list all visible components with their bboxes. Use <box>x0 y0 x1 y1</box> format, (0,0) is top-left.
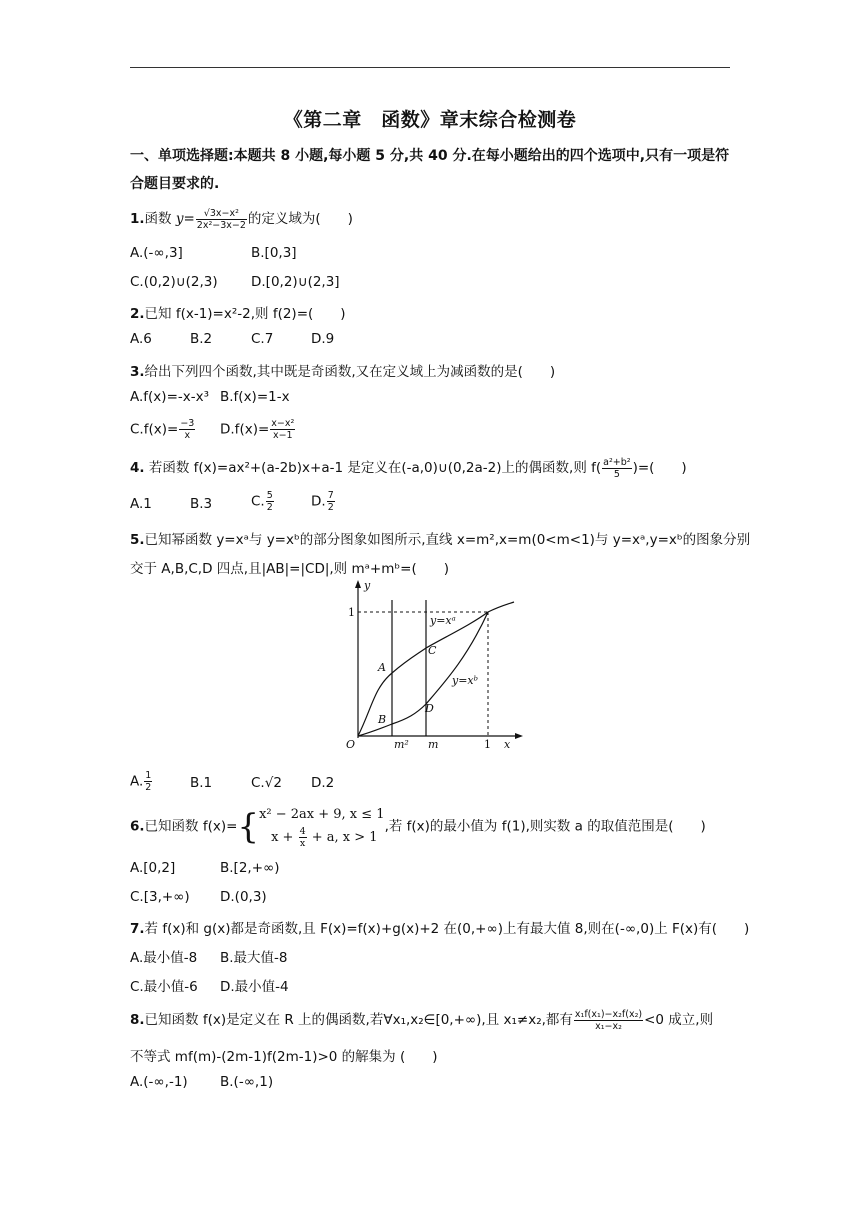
fraction: $\frac{\text{x−x²}}{x-1}$ <box>271 418 295 441</box>
question-6: 6.已知函数 f(x)={ x² − 2ax + 9, x ≤ 1 x + $\frac{4}{x}$ + a, x > 1 ,若 f(x)的最小值为 f(1),则实数 a 的取值范围是( ) <box>130 804 706 849</box>
option-d: D.[0,2)∪(2,3] <box>251 274 340 290</box>
fraction: $\frac{5}{2}$ <box>266 490 273 513</box>
question-4: 4. 若函数 f(x)=ax²+(a-2b)x+a-1 是定义在(-a,0)∪(0,2a-2)上的偶函数,则 f( $\frac{\text{a²+b²}}{5}$ )=( ) <box>130 456 687 480</box>
option-c: C.[3,+∞) <box>130 889 190 905</box>
piecewise-cases: x² − 2ax + 9, x ≤ 1 x + $\frac{4}{x}$ + a, x > 1 <box>259 807 385 849</box>
point-d-label: D <box>425 702 434 715</box>
y-axis-arrow <box>355 580 361 588</box>
option-a: A.(-∞,3] <box>130 245 183 261</box>
option-b: B.2 <box>190 331 213 347</box>
option-d: D.最小值-4 <box>220 979 289 995</box>
question-number: 3. <box>130 364 145 380</box>
m2-label: m² <box>394 738 409 751</box>
question-number: 1. <box>130 211 145 227</box>
option-b: B.1 <box>190 775 213 791</box>
section-heading: 一、单项选择题:本题共 8 小题,每小题 5 分,共 40 分.在每小题给出的四个选项中,只有一项是符合题目要求的. <box>130 148 730 192</box>
origin-label: O <box>346 738 356 751</box>
x-axis-arrow <box>515 733 523 739</box>
y-one-label: 1 <box>348 606 355 619</box>
x-one-label: 1 <box>484 738 491 751</box>
option-b: B.[2,+∞) <box>220 860 280 876</box>
question-2: 2.已知 f(x-1)=x²-2,则 f(2)=( ) <box>130 306 346 322</box>
option-a: A.f(x)=-x-x³ <box>130 389 210 405</box>
question-number: 4. <box>130 460 145 476</box>
point-b-label: B <box>378 713 387 726</box>
fraction: $\frac{1}{2}$ <box>145 770 152 793</box>
question-8: 8.已知函数 f(x)是定义在 R 上的偶函数,若∀x₁,x₂∈[0,+∞),且 x₁≠x₂,都有 $\frac{\text{x₁f(x₁)−x₂f(x₂)}}{\text{x₁−x₂}}$ <0 成立,则 <box>130 1008 714 1032</box>
x-axis-label: x <box>504 738 511 751</box>
option-d: D. $\frac{7}{2}$ <box>311 490 334 513</box>
option-c: C.f(x)= $\frac{-3}{x}$ <box>130 418 195 441</box>
question-5-line2: 交于 A,B,C,D 四点,且|AB|=|CD|,则 mᵃ+mᵇ=( ) <box>130 561 449 577</box>
option-b: B.3 <box>190 496 213 512</box>
question-number: 2. <box>130 306 145 322</box>
m-label: m <box>428 738 439 751</box>
piecewise-brace: { <box>237 806 260 847</box>
y-axis-label: y <box>364 579 371 592</box>
question-7: 7.若 f(x)和 g(x)都是奇函数,且 F(x)=f(x)+g(x)+2 在(0,+∞)上有最大值 8,则在(-∞,0)上 F(x)有( ) <box>130 921 750 937</box>
question-number: 7. <box>130 921 145 937</box>
option-c: C. $\frac{5}{2}$ <box>251 490 273 513</box>
option-a: A.最小值-8 <box>130 950 198 966</box>
option-d: D.f(x)= $\frac{\text{x−x²}}{x-1}$ <box>220 418 295 441</box>
fraction: $\frac{\text{√3x−x²}}{\text{2x²−3x−2}}$ <box>196 207 246 231</box>
question-number: 8. <box>130 1012 145 1028</box>
point-c-label: C <box>428 644 437 657</box>
option-a: A.[0,2] <box>130 860 176 876</box>
top-rule <box>130 67 730 68</box>
fraction: $\frac{4}{x}$ <box>299 826 306 849</box>
page-title: 《第二章 函数》章末综合检测卷 <box>283 109 577 131</box>
curve-a-label: y=xᵃ <box>430 614 456 627</box>
fraction: $\frac{\text{a²+b²}}{5}$ <box>603 456 631 480</box>
question-3: 3.给出下列四个函数,其中既是奇函数,又在定义域上为减函数的是( ) <box>130 364 556 380</box>
option-a: A.(-∞,-1) <box>130 1074 188 1090</box>
fraction: $\frac{7}{2}$ <box>327 490 334 513</box>
question-1: 1.函数 y= $\frac{\text{√3x−x²}}{\text{2x²−3x−2}}$ 的定义域为( ) <box>130 207 353 231</box>
option-d: D.2 <box>311 775 335 791</box>
option-c: C.7 <box>251 331 274 347</box>
option-b: B.[0,3] <box>251 245 297 261</box>
fraction: $\frac{\text{x₁f(x₁)−x₂f(x₂)}}{\text{x₁−x₂}}$ <box>574 1008 643 1032</box>
option-a: A.6 <box>130 331 152 347</box>
option-d: D.9 <box>311 331 335 347</box>
option-c: C.(0,2)∪(2,3) <box>130 274 218 290</box>
question-8-line2: 不等式 mf(m)-(2m-1)f(2m-1)>0 的解集为 ( ) <box>130 1049 438 1065</box>
question-number: 6. <box>130 818 145 835</box>
option-a: A. $\frac{1}{2}$ <box>130 770 152 793</box>
option-a: A.1 <box>130 496 152 512</box>
power-function-graph <box>312 578 524 754</box>
fraction: $\frac{-3}{x}$ <box>180 418 195 441</box>
option-b: B.最大值-8 <box>220 950 288 966</box>
option-b: B.(-∞,1) <box>220 1074 274 1090</box>
point-a-label: A <box>378 661 386 674</box>
curve-b-label: y=xᵇ <box>452 674 479 687</box>
question-number: 5. <box>130 532 145 548</box>
option-c: C.最小值-6 <box>130 979 198 995</box>
option-b: B.f(x)=1-x <box>220 389 290 405</box>
option-c: C.√2 <box>251 775 282 791</box>
option-d: D.(0,3) <box>220 889 267 905</box>
question-5: 5.已知幂函数 y=xᵃ与 y=xᵇ的部分图象如图所示,直线 x=m²,x=m(0<m<1)与 y=xᵃ,y=xᵇ的图象分别 <box>130 532 751 548</box>
